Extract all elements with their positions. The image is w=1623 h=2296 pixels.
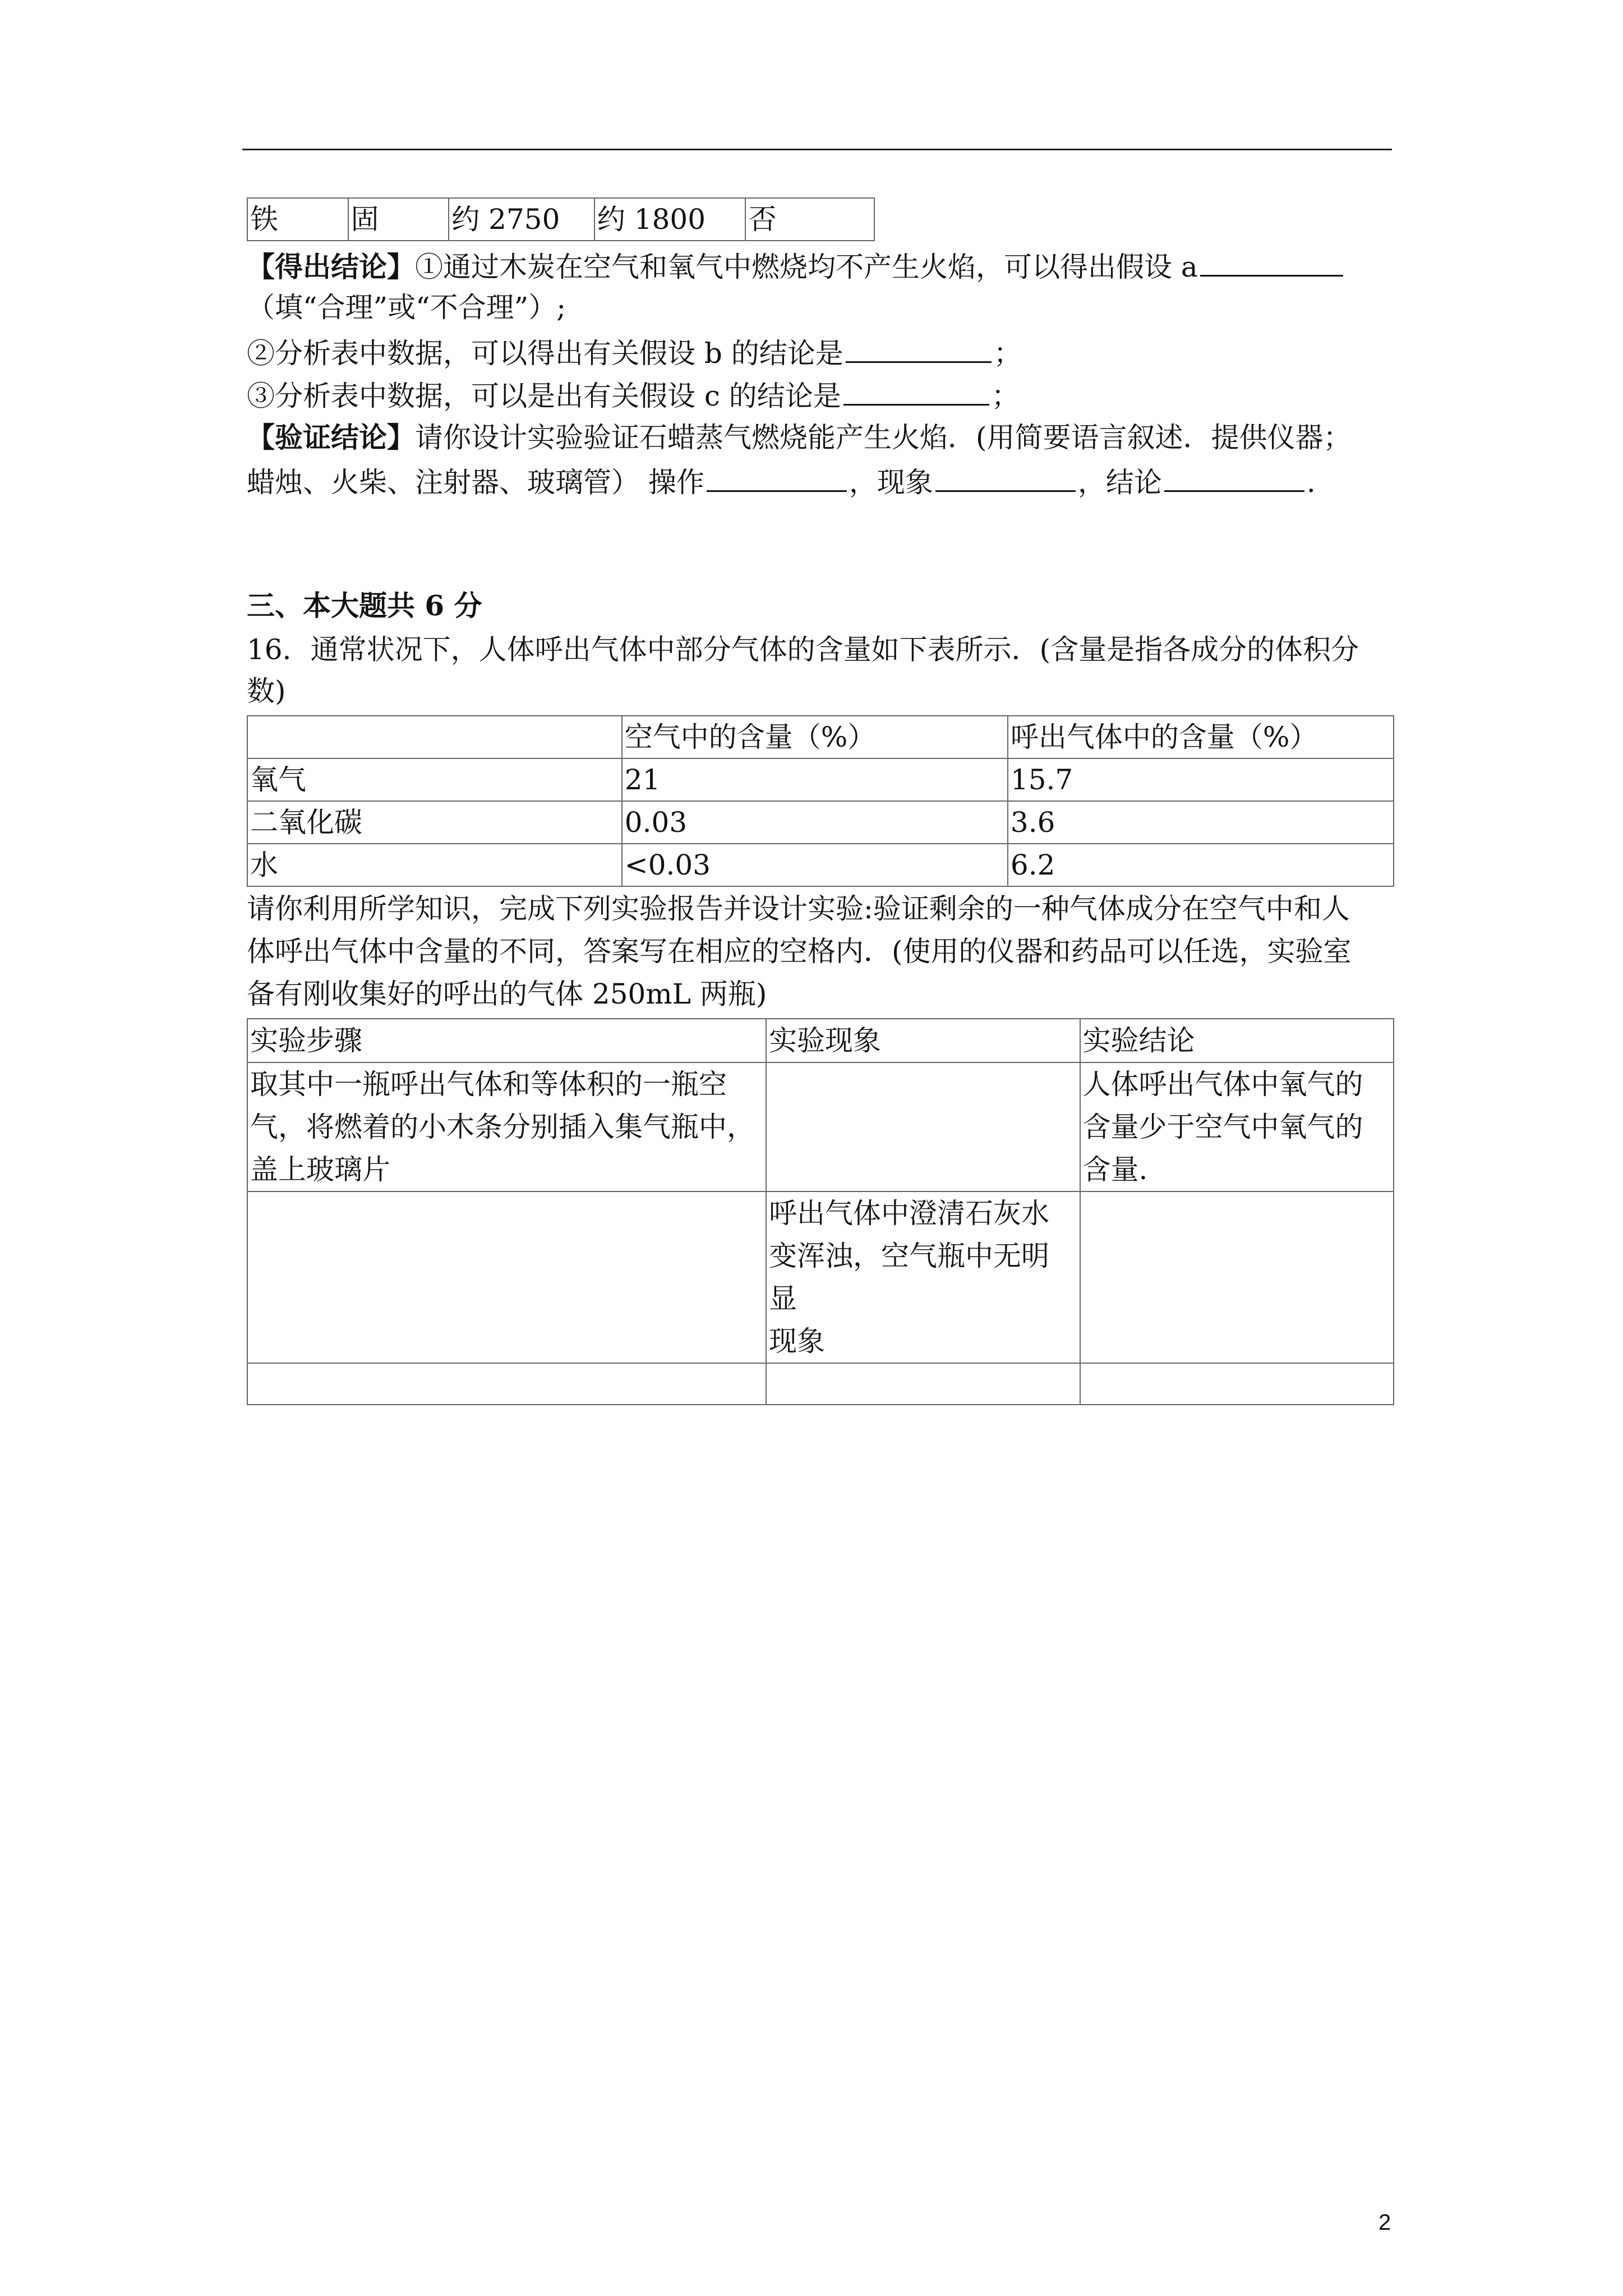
conclusion-text: ①通过木炭在空气和氧气中燃烧均不产生火焰，可以得出假设 a [415,251,1198,283]
question-16-line-1: 16．通常状况下，人体呼出气体中部分气体的含量如下表所示．(含量是指各成分的体积分 [247,633,1359,666]
instruction-line-1: 请你利用所学知识，完成下列实验报告并设计实验:验证剩余的一种气体成分在空气中和人 [247,892,1350,925]
table-cell: 15.7 [1008,758,1394,801]
phenomenon-cell [766,1191,1080,1363]
table-cell: 3.6 [1008,801,1394,844]
operation-blank[interactable] [707,462,847,492]
conclusion-cell [1080,1062,1394,1191]
gas-content-table [247,715,1394,887]
experiment-report-table [247,1018,1394,1405]
table-row [247,1062,1394,1191]
table-cell: 21 [622,758,1008,801]
table-cell: 铁 [247,198,348,241]
answer-blank[interactable] [1200,247,1343,277]
phenomenon-blank[interactable] [935,462,1076,492]
conclusion-text: ③分析表中数据，可以是出有关假设 c 的结论是 [247,380,841,412]
phenomenon-cell[interactable] [766,1363,1080,1405]
table-header-row [247,1019,1394,1062]
line-end: . [1306,466,1316,499]
verify-line-2 [247,462,1316,500]
cell-line: 呼出气体中澄清石灰水 [769,1197,1050,1230]
cell-line: 含量少于空气中氧气的 [1082,1111,1363,1143]
answer-blank[interactable] [846,333,992,363]
question-16-line-2: 数) [247,675,286,707]
table-cell: 6.2 [1008,844,1394,886]
table-row [247,844,1394,886]
table-cell: 二氧化碳 [247,801,622,844]
conclusion-label: 【得出结论】 [247,250,415,283]
table-row [247,1191,1394,1363]
verify-label: 【验证结论】 [247,421,415,454]
table-row [247,758,1394,801]
line-end: ； [991,380,1020,412]
cell-line: 现象 [769,1325,826,1358]
table-header-row [247,716,1394,758]
step-cell[interactable] [247,1363,766,1405]
iron-row-table [247,197,875,241]
phenomenon-cell[interactable] [766,1062,1080,1191]
table-header-cell: 空气中的含量（%） [622,716,1008,758]
answer-blank[interactable] [843,376,989,406]
table-cell: 水 [247,844,622,886]
cell-line: 取其中一瓶呼出气体和等体积的一瓶空 [250,1068,727,1101]
table-row [247,801,1394,844]
cell-line: 人体呼出气体中氧气的 [1082,1068,1363,1101]
step-cell [247,1062,766,1191]
step-cell[interactable] [247,1191,766,1363]
conclusion-cell[interactable] [1080,1363,1394,1405]
cell-line: 气，将燃着的小木条分别插入集气瓶中， [250,1111,755,1143]
conclusion-blank[interactable] [1164,462,1304,492]
table-cell: 约 2750 [449,198,594,241]
header-rule [242,149,1392,150]
verify-line-1 [247,420,1352,455]
table-cell: 否 [745,198,874,241]
table-cell: 氧气 [247,758,622,801]
table-cell: 固 [348,198,449,241]
instruction-line-3: 备有刚收集好的呼出的气体 250mL 两瓶) [247,978,767,1010]
cell-line: 盖上玻璃片 [250,1153,390,1186]
table-header-cell: 实验现象 [766,1019,1080,1062]
table-header-cell: 实验步骤 [247,1019,766,1062]
table-header-cell: 实验结论 [1080,1019,1394,1062]
table-cell: 0.03 [622,801,1008,844]
conclusion-line-4 [247,376,1020,414]
conclusion-text: ②分析表中数据，可以得出有关假设 b 的结论是 [247,337,843,370]
conclusion-cell[interactable] [1080,1191,1394,1363]
conclusion-line-3 [247,333,1022,371]
conclusion-line-2: （填“合理”或“不合理”）; [247,291,566,324]
section-heading: 三、本大题共 6 分 [247,589,482,622]
line-end: ； [993,337,1022,370]
verify-text: 请你设计实验验证石蜡蒸气燃烧能产生火焰．(用简要语言叙述．提供仪器； [415,421,1352,454]
table-cell: <0.03 [622,844,1008,886]
verify-text: ，结论 [1077,466,1162,499]
page-number: 2 [1378,2210,1391,2235]
table-header-cell [247,716,622,758]
table-cell: 约 1800 [594,198,746,241]
conclusion-line-1 [247,247,1345,285]
table-row [247,1363,1394,1405]
verify-text: ，现象 [849,466,933,499]
cell-line: 含量. [1082,1153,1148,1186]
cell-line: 变浑浊，空气瓶中无明显 [769,1240,1050,1315]
verify-text: 蜡烛、火柴、注射器、玻璃管） 操作 [247,466,704,499]
table-row [247,198,874,241]
table-header-cell: 呼出气体中的含量（%） [1008,716,1394,758]
instruction-line-2: 体呼出气体中含量的不同，答案写在相应的空格内．(使用的仪器和药品可以任选，实验室 [247,935,1352,968]
